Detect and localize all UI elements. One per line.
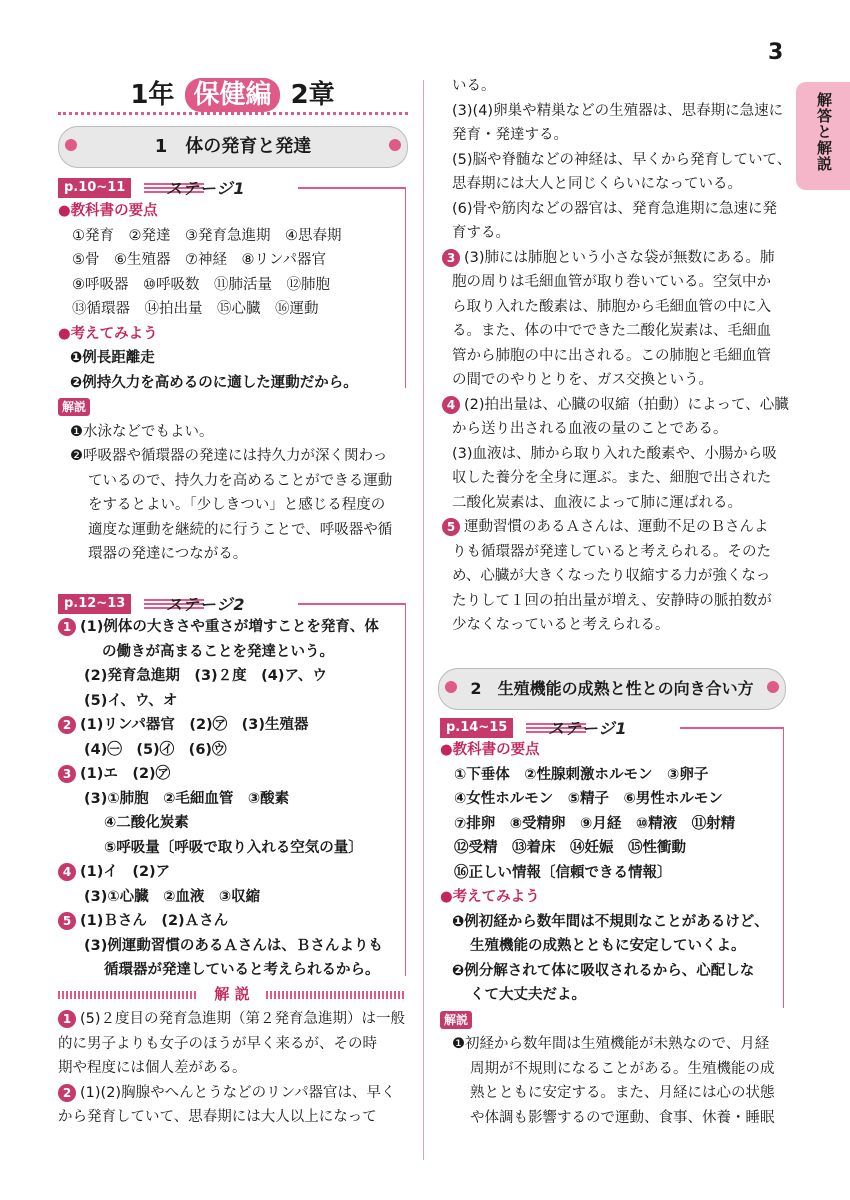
- text-line: (6)骨や筋肉などの器官は、発育急進期に急速に発: [452, 200, 778, 217]
- stage-pages: p.14~15: [440, 718, 513, 738]
- question-4-icon: 4: [58, 863, 76, 881]
- text-line: (3)①肺胞 ②毛細血管 ③酸素: [84, 790, 290, 807]
- stage-header-1: [58, 178, 406, 198]
- text-line: (2)拍出量は、心臓の収縮（拍動）によって、心臓: [464, 396, 789, 413]
- heading-think: ●考えてみよう: [440, 889, 540, 905]
- text-line: 育する。: [452, 225, 510, 241]
- pin-icon: [389, 139, 401, 151]
- side-tab-label: 解答と解説: [815, 92, 833, 172]
- text-line: (4)㊀ (5)㋑ (6)㋒: [84, 741, 227, 758]
- bracket-line: [783, 728, 784, 1008]
- chapter-year: 1年: [130, 80, 175, 110]
- side-tab[interactable]: [796, 82, 850, 190]
- text-line: ら取り入れた酸素は、肺胞から毛細血管の中に入: [452, 298, 771, 315]
- text-line: (3)肺には肺胞という小さな袋が無数にある。肺: [464, 249, 775, 266]
- stage-rule: [680, 727, 784, 729]
- text-line: の間でのやりとりを、ガス交換という。: [452, 372, 713, 388]
- text-line: 熟とともに安定する。また、月経には心の状態: [470, 1085, 775, 1101]
- text-line: 生殖機能の成熟とともに安定していくよ。: [470, 938, 746, 954]
- text-line: 胞の周りは毛細血管が取り巻いている。空気中か: [452, 274, 771, 290]
- text-line: (1)例体の大きさや重さが増すことを発育、体: [80, 619, 379, 635]
- text-line: の働きが高まることを発達という。: [102, 643, 334, 660]
- text-line: (1)(2)胸腺やへんとうなどのリンパ器官は、早く: [80, 1084, 396, 1101]
- text-line: ①下垂体 ②性腺刺激ホルモン ③卵子: [454, 766, 709, 783]
- text-line: め、心臓が大きくなったり収縮する力が強くなっ: [452, 568, 771, 584]
- text-line: ⑨呼吸器 ⑩呼吸数 ⑪肺活量 ⑫肺胞: [72, 276, 330, 293]
- text-line: ①発育 ②発達 ③発育急進期 ④思春期: [72, 227, 342, 244]
- left-block-2: [58, 615, 383, 983]
- chapter-pill: 保健編: [185, 78, 279, 112]
- right-block-2: [440, 738, 775, 1130]
- text-line: ❶例長距離走: [70, 350, 155, 366]
- section-2-bar: [438, 668, 786, 710]
- text-line: ❷例持久力を高めるのに適した運動だから。: [70, 374, 358, 391]
- stripe: [266, 991, 406, 999]
- text-line: たりして１回の拍出量が増え、安静時の脈拍数が: [452, 592, 772, 609]
- stage-label: ステージ1: [166, 179, 246, 198]
- section-1-num: 1: [154, 136, 168, 157]
- heading-think: ●考えてみよう: [58, 325, 158, 342]
- text-line: (5)イ、ウ、オ: [84, 692, 178, 709]
- text-line: (2)発育急進期 (3)２度 (4)ア、ウ: [84, 668, 327, 684]
- text-line: 期や程度には個人差がある。: [58, 1060, 247, 1076]
- chapter-number: 2章: [290, 80, 335, 110]
- question-3-icon: 3: [442, 249, 460, 267]
- text-line: ❶初経から数年間は生殖機能が未熟なので、月経: [452, 1036, 770, 1052]
- stage-header-3: [440, 718, 784, 738]
- text-line: から送り出される血液の量のことである。: [452, 421, 728, 437]
- text-line: ⑯正しい情報〔信頼できる情報〕: [454, 864, 672, 881]
- text-line: (3)血液は、肺から取り入れた酸素や、小腸から吸: [452, 445, 777, 462]
- column-divider: [423, 80, 424, 1160]
- section-1-title: 体の発育と発達: [185, 136, 312, 157]
- text-line: 周期が不規則になることがある。生殖機能の成: [470, 1060, 775, 1077]
- chapter-title: [60, 78, 405, 112]
- text-line: (1)Ｂさん (2)Ａさん: [80, 913, 229, 929]
- pin-icon: [445, 681, 457, 693]
- text-line: (1)リンパ器官 (2)㋐ (3)生殖器: [80, 717, 309, 733]
- text-line: (5)脳や脊髄などの神経は、早くから発育していて、: [452, 151, 792, 168]
- left-block-1: [58, 199, 392, 567]
- text-line: ⑫受精 ⑬着床 ⑭妊娠 ⑮性衝動: [454, 840, 686, 856]
- section-2-num: 2: [470, 679, 482, 698]
- bracket-line: [405, 188, 406, 388]
- text-line: や体調も影響するので運動、食事、休養・睡眠: [470, 1109, 775, 1126]
- pin-icon: [65, 139, 77, 151]
- stage-header-2: [58, 594, 406, 614]
- text-line: ❶例初経から数年間は不規則なことがあるけど、: [452, 913, 769, 930]
- question-2-icon: 2: [58, 716, 76, 734]
- text-line: ❷例分解されて体に吸収されるから、心配しな: [452, 962, 755, 979]
- question-1-icon: 1: [58, 1010, 76, 1028]
- text-line: 適度な運動を継続的に行うことで、呼吸器や循: [88, 521, 393, 538]
- stage-label: ステージ2: [166, 595, 246, 614]
- text-line: ⑤呼吸量〔呼吸で取り入れる空気の量〕: [104, 839, 363, 856]
- section-1-bar: [58, 126, 408, 168]
- text-line: ⑤骨 ⑥生殖器 ⑦神経 ⑧リンパ器官: [72, 252, 326, 268]
- stage-rule: [298, 187, 406, 189]
- text-line: 収した養分を全身に運ぶ。また、細胞で出された: [452, 470, 772, 486]
- explanation-label: 解 説: [214, 985, 250, 1003]
- question-5-icon: 5: [58, 912, 76, 930]
- text-line: くて大丈夫だよ。: [470, 987, 586, 1003]
- text-line: (3)例運動習慣のあるＡさんは、Ｂさんよりも: [84, 937, 383, 954]
- text-line: (3)(4)卵巣や精巣などの生殖器は、思春期に急速に: [452, 102, 784, 119]
- text-line: ④二酸化炭素: [104, 815, 189, 831]
- bracket-line: [405, 604, 406, 976]
- text-line: ❶水泳などでもよい。: [70, 423, 214, 440]
- text-line: ❷呼吸器や循環器の発達には持久力が深く関わっ: [70, 448, 388, 464]
- pin-icon: [767, 681, 779, 693]
- question-5-icon: 5: [442, 518, 460, 536]
- text-line: 循環器が発達していると考えられるから。: [104, 962, 380, 978]
- text-line: いる。: [452, 78, 496, 94]
- text-line: (5)２度目の発育急進期（第２発育急進期）は一般: [80, 1011, 406, 1027]
- text-line: ているので、持久力を高めることができる運動: [88, 472, 393, 489]
- question-3-icon: 3: [58, 765, 76, 783]
- text-line: (3)①心臓 ②血液 ③収縮: [84, 888, 261, 905]
- text-line: 管から肺胞の中に出される。この肺胞と毛細血管: [452, 347, 771, 364]
- text-line: りも循環器が発達していると考えられる。そのた: [452, 543, 771, 560]
- question-4-icon: 4: [442, 396, 460, 414]
- explanation-badge: 解説: [440, 1011, 472, 1029]
- question-1-icon: 1: [58, 618, 76, 636]
- right-block-1: [442, 74, 791, 638]
- text-line: ⑦排卵 ⑧受精卵 ⑨月経 ⑩精液 ⑪射精: [454, 815, 736, 832]
- text-line: (1)エ (2)㋐: [80, 766, 171, 782]
- heading-key-points: ●教科書の要点: [58, 203, 158, 219]
- text-line: (1)イ (2)ア: [80, 864, 171, 880]
- dotted-rule: [58, 112, 408, 115]
- section-2-title: 生殖機能の成熟と性との向き合い方: [497, 679, 754, 698]
- question-2-icon: 2: [58, 1084, 76, 1102]
- stage-label: ステージ1: [548, 719, 628, 738]
- stage-rule: [298, 603, 406, 605]
- text-line: 環器の発達につながる。: [88, 546, 248, 562]
- explanation-badge: 解説: [58, 398, 90, 416]
- text-line: をするとよい。「少しきつい」と感じる程度の: [88, 497, 386, 513]
- explanation-divider: [58, 987, 406, 1003]
- text-line: 的に男子よりも女子のほうが早く来るが、その時: [58, 1035, 377, 1052]
- stage-pages: p.10~11: [58, 178, 131, 198]
- text-line: 二酸化炭素は、血液によって肺に運ばれる。: [452, 494, 742, 511]
- stripe: [58, 991, 198, 999]
- text-line: る。また、体の中でできた二酸化炭素は、毛細血: [452, 323, 771, 339]
- text-line: 発育・発達する。: [452, 127, 568, 143]
- text-line: 運動習慣のあるＡさんは、運動不足のＢさんよ: [464, 519, 769, 535]
- text-line: 少なくなっていると考えられる。: [452, 617, 670, 633]
- text-line: 思春期には大人と同じくらいになっている。: [452, 176, 742, 192]
- text-line: から発育していて、思春期には大人以上になって: [58, 1109, 377, 1125]
- page-number: 3: [768, 40, 784, 65]
- text-line: ④女性ホルモン ⑤精子 ⑥男性ホルモン: [454, 791, 723, 807]
- heading-key-points: ●教科書の要点: [440, 742, 540, 758]
- stage-pages: p.12~13: [58, 594, 131, 614]
- left-block-3: [58, 1007, 405, 1130]
- text-line: ⑬循環器 ⑭拍出量 ⑮心臓 ⑯運動: [72, 301, 319, 317]
